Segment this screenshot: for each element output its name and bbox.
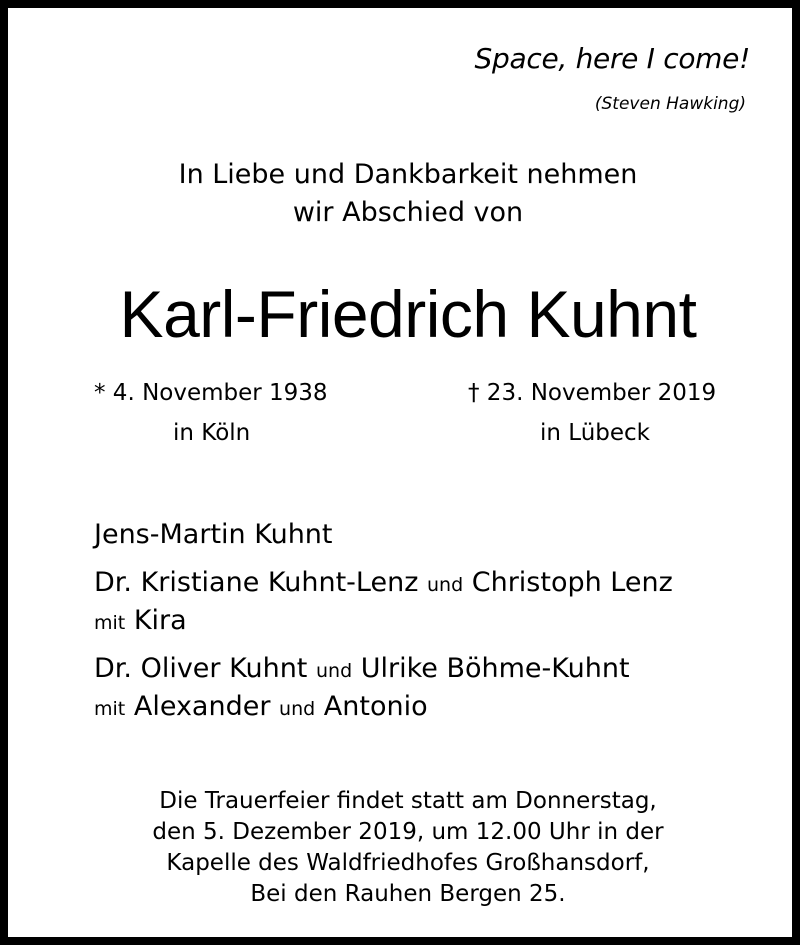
family-name: Kira (133, 605, 187, 636)
ceremony-line-1: Die Trauerfeier findet statt am Donnerstag, (159, 788, 657, 814)
death-place: in Lübeck (540, 420, 650, 446)
family-member-2 (94, 564, 673, 602)
quote-author: (Steven Hawking) (594, 94, 746, 114)
intro-line-2: wir Abschied von (292, 197, 524, 228)
family-member-3 (94, 650, 673, 688)
family-connector: und (426, 574, 464, 596)
family-name: Ulrike Böhme-Kuhnt (360, 653, 630, 684)
family-name: Dr. Kristiane Kuhnt-Lenz (94, 567, 419, 598)
ceremony-line-2: den 5. Dezember 2019, um 12.00 Uhr in der (152, 819, 664, 845)
family-name: Christoph Lenz (471, 567, 673, 598)
deceased-name: Karl-Friedrich Kuhnt (119, 277, 697, 351)
family-connector: und (279, 698, 316, 720)
intro-text (8, 156, 800, 232)
family-member-3-children (94, 688, 673, 726)
family-connector: mit (94, 698, 126, 720)
family-member-1 (94, 516, 673, 554)
family-name: Alexander (133, 691, 271, 722)
ceremony-info (8, 786, 800, 910)
ceremony-line-3: Kapelle des Waldfriedhofes Großhansdorf, (166, 850, 650, 876)
intro-line-1: In Liebe und Dankbarkeit nehmen (178, 159, 638, 190)
birth-date: * 4. November 1938 (94, 380, 328, 406)
family-name: Antonio (323, 691, 428, 722)
family-list (94, 516, 673, 726)
ceremony-line-4: Bei den Rauhen Bergen 25. (250, 881, 566, 907)
family-member-2-child (94, 602, 673, 640)
family-name: Jens-Martin Kuhnt (94, 519, 333, 550)
birth-place: in Köln (173, 420, 251, 446)
family-name: Dr. Oliver Kuhnt (94, 653, 308, 684)
death-date: † 23. November 2019 (468, 380, 717, 406)
quote-text: Space, here I come! (474, 42, 750, 75)
family-connector: mit (94, 612, 126, 634)
family-connector: und (315, 660, 353, 682)
